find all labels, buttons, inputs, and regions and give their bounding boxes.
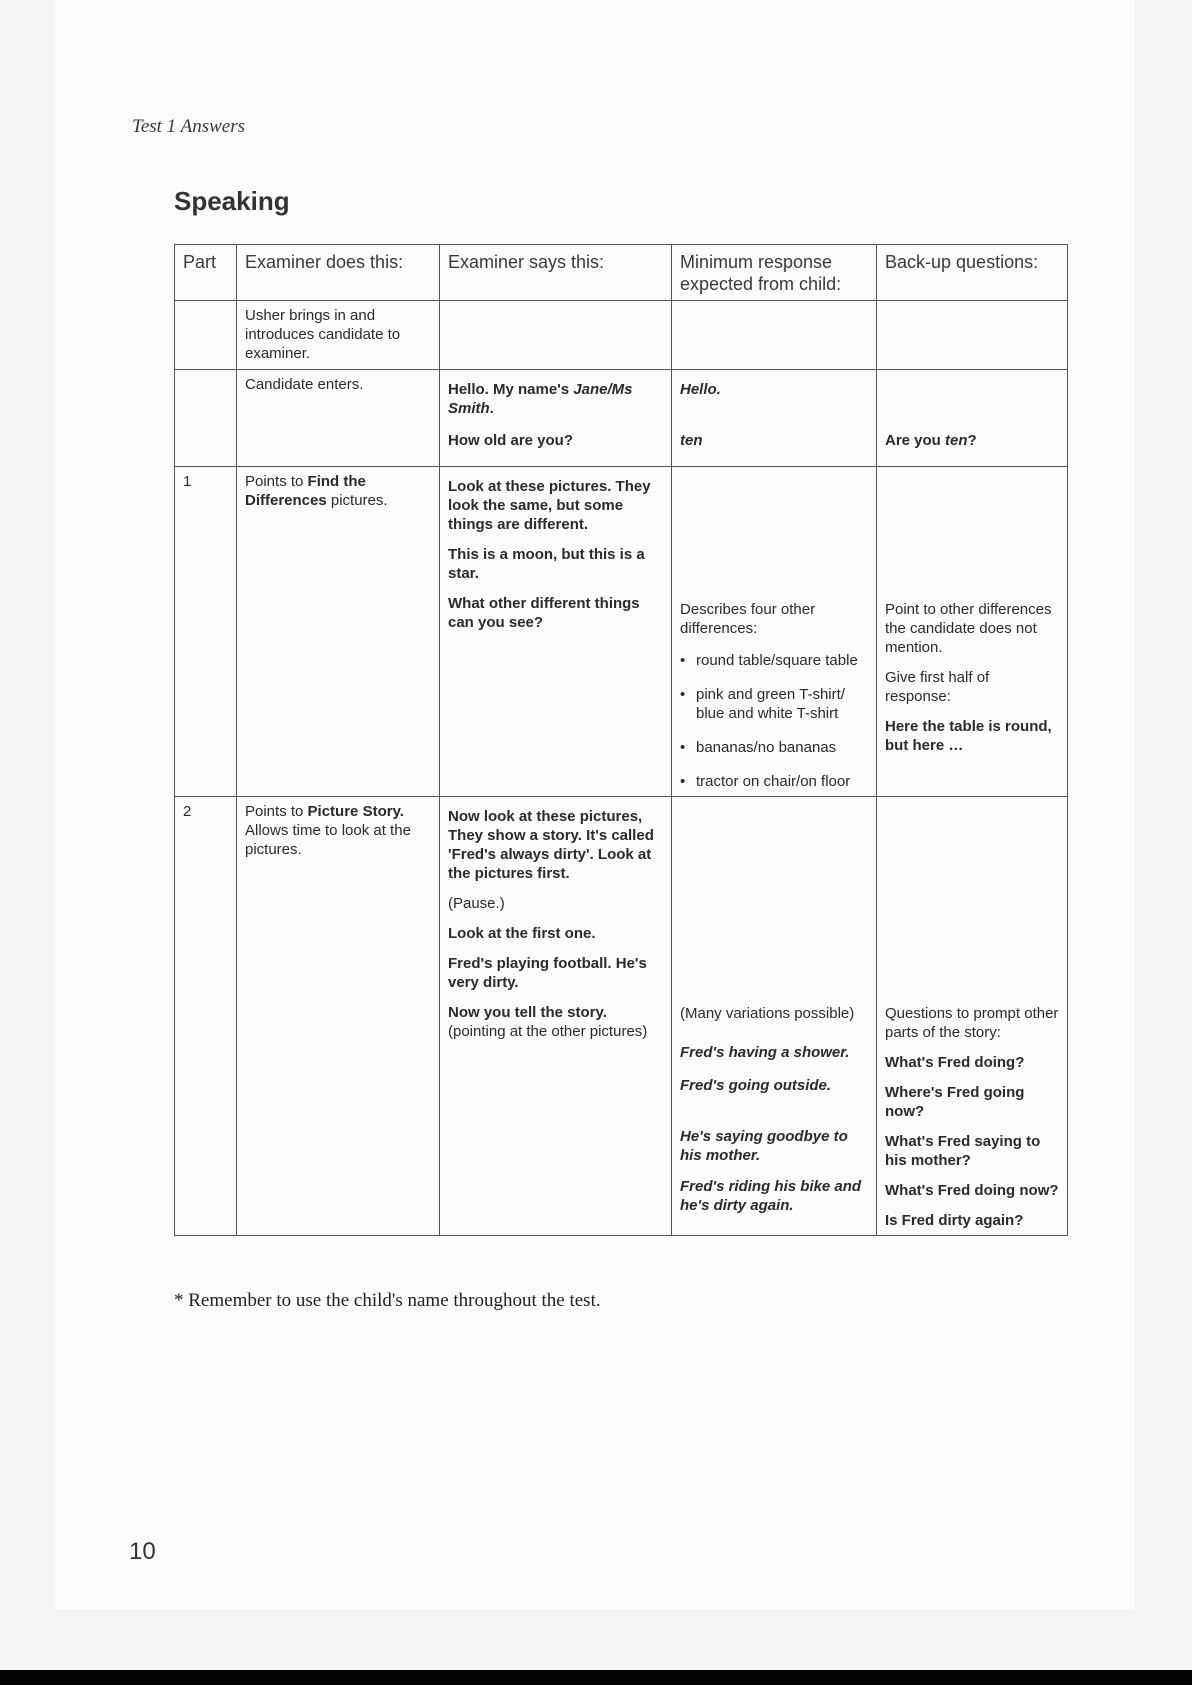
header-examiner-does: Examiner does this: <box>237 245 440 301</box>
part1-number: 1 <box>175 467 237 797</box>
part1-response-intro: Describes four other differences: <box>680 601 816 637</box>
part1-row <box>175 467 1068 797</box>
list-item: • tractor on chair/on floor <box>680 772 868 791</box>
part2-says-2: (Pause.) <box>448 895 505 912</box>
page-number: 10 <box>129 1538 156 1565</box>
list-item: • bananas/no bananas <box>680 738 868 757</box>
part1-says-3: What other different things can you see? <box>448 595 640 631</box>
part1-does: Points to Find the Differences pictures. <box>237 467 440 797</box>
part2-response-intro: (Many variations possible) <box>680 1005 855 1022</box>
part2-response-4: Fred's riding his bike and he's dirty again. <box>680 1178 862 1214</box>
bottom-bar <box>0 1670 1192 1685</box>
part2-backup-intro: Questions to prompt other parts of the story: <box>885 1005 1059 1041</box>
part2-says-1: Now look at these pictures, They show a story. It's called 'Fred's always dirty'. Look at the pictures first. <box>448 808 654 882</box>
list-item: • pink and green T-shirt/ blue and white T-shirt <box>680 685 868 723</box>
part2-backup-2: Where's Fred going now? <box>885 1084 1025 1120</box>
part1-backup-3: Here the table is round, but here … <box>885 718 1052 754</box>
part2-backup-4: What's Fred doing now? <box>885 1182 1059 1199</box>
part2-backup-5: Is Fred dirty again? <box>885 1212 1024 1229</box>
part2-backup-3: What's Fred saying to his mother? <box>885 1133 1041 1169</box>
part2-response-3: He's saying goodbye to his mother. <box>680 1128 848 1164</box>
usher-row <box>175 301 1068 370</box>
header-examiner-says: Examiner says this: <box>440 245 672 301</box>
list-item: • round table/square table <box>680 651 868 670</box>
header-minimum-response: Minimum response expected from child: <box>672 245 877 301</box>
candidate-enters-text: Candidate enters. <box>237 370 440 467</box>
part1-says-2: This is a moon, but this is a star. <box>448 546 645 582</box>
part2-says-3: Look at the first one. <box>448 925 596 942</box>
part2-says-4: Fred's playing football. He's very dirty. <box>448 955 647 991</box>
part2-backup-1: What's Fred doing? <box>885 1054 1025 1071</box>
part2-says-6: (pointing at the other pictures) <box>448 1023 648 1040</box>
candidate-row <box>175 370 1068 467</box>
part2-response-2: Fred's going outside. <box>680 1077 832 1094</box>
part1-says-1: Look at these pictures. They look the same, but some things are different. <box>448 478 651 533</box>
age-backup: Are you ten? <box>885 432 977 449</box>
header-row <box>175 245 1068 301</box>
usher-text: Usher brings in and introduces candidate to examiner. <box>237 301 440 370</box>
part2-row <box>175 797 1068 1236</box>
part1-backup-1: Point to other differences the candidate does not mention. <box>885 601 1052 656</box>
part2-number: 2 <box>175 797 237 1236</box>
header-part: Part <box>175 245 237 301</box>
footnote: * Remember to use the child's name throughout the test. <box>174 1290 601 1311</box>
running-head: Test 1 Answers <box>132 116 245 137</box>
hello-response: Hello. <box>680 381 721 398</box>
part2-says-5: Now you tell the story. <box>448 1004 607 1021</box>
speaking-table <box>174 244 1068 1236</box>
age-question: How old are you? <box>448 432 574 449</box>
part2-response-1: Fred's having a shower. <box>680 1044 850 1061</box>
age-response: ten <box>680 432 703 449</box>
section-title: Speaking <box>174 186 290 216</box>
hello-line: Hello. My name's Jane/Ms Smith. How old are you? <box>440 370 672 467</box>
part2-does: Points to Picture Story. Allows time to look at the pictures. <box>237 797 440 1236</box>
header-backup: Back-up questions: <box>877 245 1068 301</box>
part1-backup-2: Give first half of response: <box>885 669 990 705</box>
